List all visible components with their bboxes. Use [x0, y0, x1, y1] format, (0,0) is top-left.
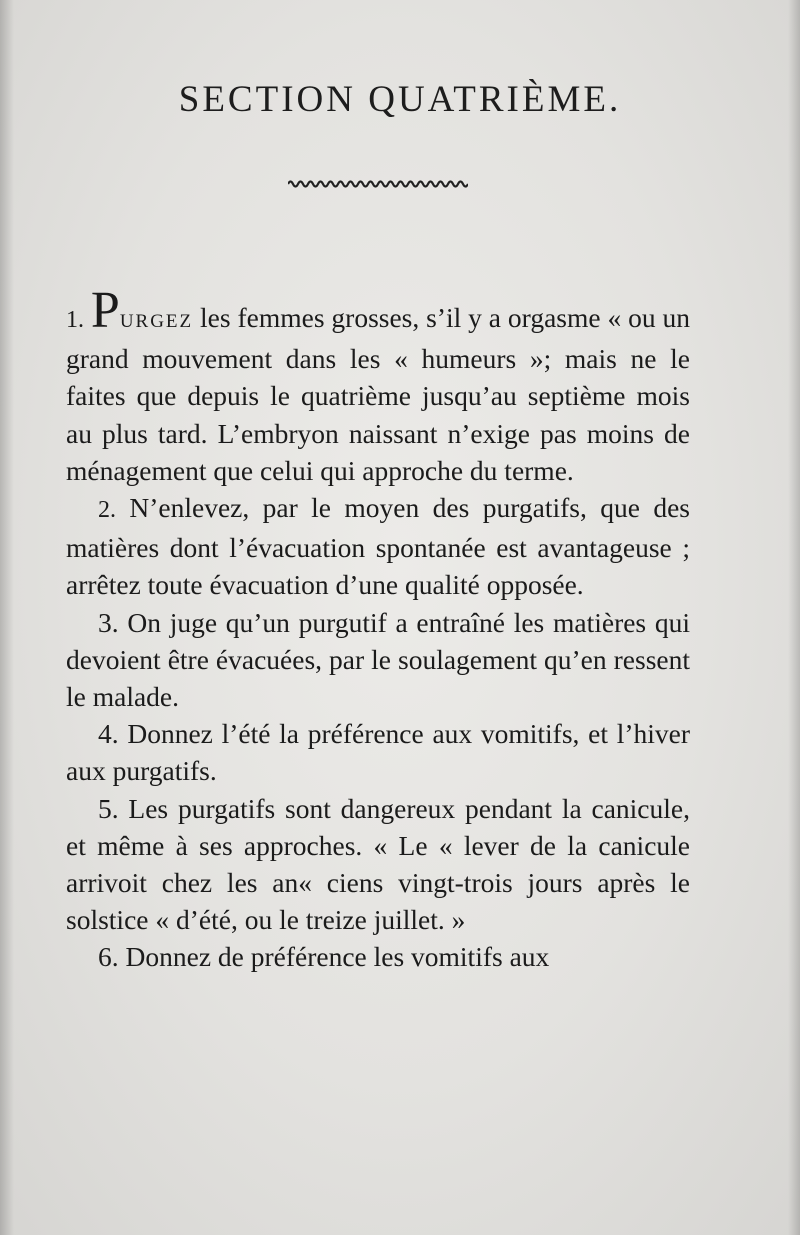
- drop-capital: P: [90, 282, 120, 339]
- paragraph-number: 2.: [98, 497, 116, 524]
- body-text: [66, 282, 690, 976]
- wavy-rule-ornament: [288, 178, 468, 190]
- paragraph-4: [66, 715, 690, 789]
- paragraph-text: N’enlevez, par le moyen des purgatifs, que des matières dont l’évacuation spontanée est avantageuse ; arrêtez toute évacuation d’une qualité opposée.: [66, 492, 690, 601]
- paragraph-number: 6.: [98, 941, 119, 973]
- paragraph-5: [66, 790, 690, 939]
- small-caps-word: URGEZ: [119, 311, 194, 332]
- page-edge-shadow-right: [788, 0, 800, 1235]
- paragraph-1: [66, 282, 690, 489]
- section-heading: SECTION QUATRIÈME.: [178, 79, 622, 120]
- paragraph-text: Donnez de préférence les vomitifs aux: [118, 941, 550, 973]
- paragraph-text: Les purgatifs sont dangereux pendant la canicule, et même à ses approches. « Le « lever de la canicule arrivoit chez les an« ciens vingt-trois jours après le solstice « d’été, ou le treize juillet. »: [66, 792, 690, 936]
- paragraph-text: On juge qu’un purgutif a entraîné les matières qui devoient être évacuées, par le soulagement qu’en ressent le malade.: [66, 606, 690, 713]
- paragraph-number: 1.: [66, 307, 84, 333]
- paragraph-number: 3.: [98, 606, 119, 638]
- paragraph-3: [66, 604, 690, 716]
- paragraph-number: 4.: [98, 718, 119, 750]
- page-edge-shadow-left: [0, 0, 14, 1235]
- paragraph-number: 5.: [98, 792, 119, 824]
- paragraph-text: Donnez l’été la préférence aux vomitifs, et l’hiver aux purgatifs.: [66, 718, 690, 787]
- paragraph-6: [66, 938, 690, 975]
- paragraph-text: les femmes grosses, s’il y a orgasme « ou un grand mouvement dans les « humeurs »; mais ne le faites que depuis le quatrième jusqu’au septième mois au plus tard. L’embryon naissant n’exige pas moins de ménagement que celui qui approche du terme.: [66, 302, 690, 486]
- paragraph-2: [66, 489, 690, 604]
